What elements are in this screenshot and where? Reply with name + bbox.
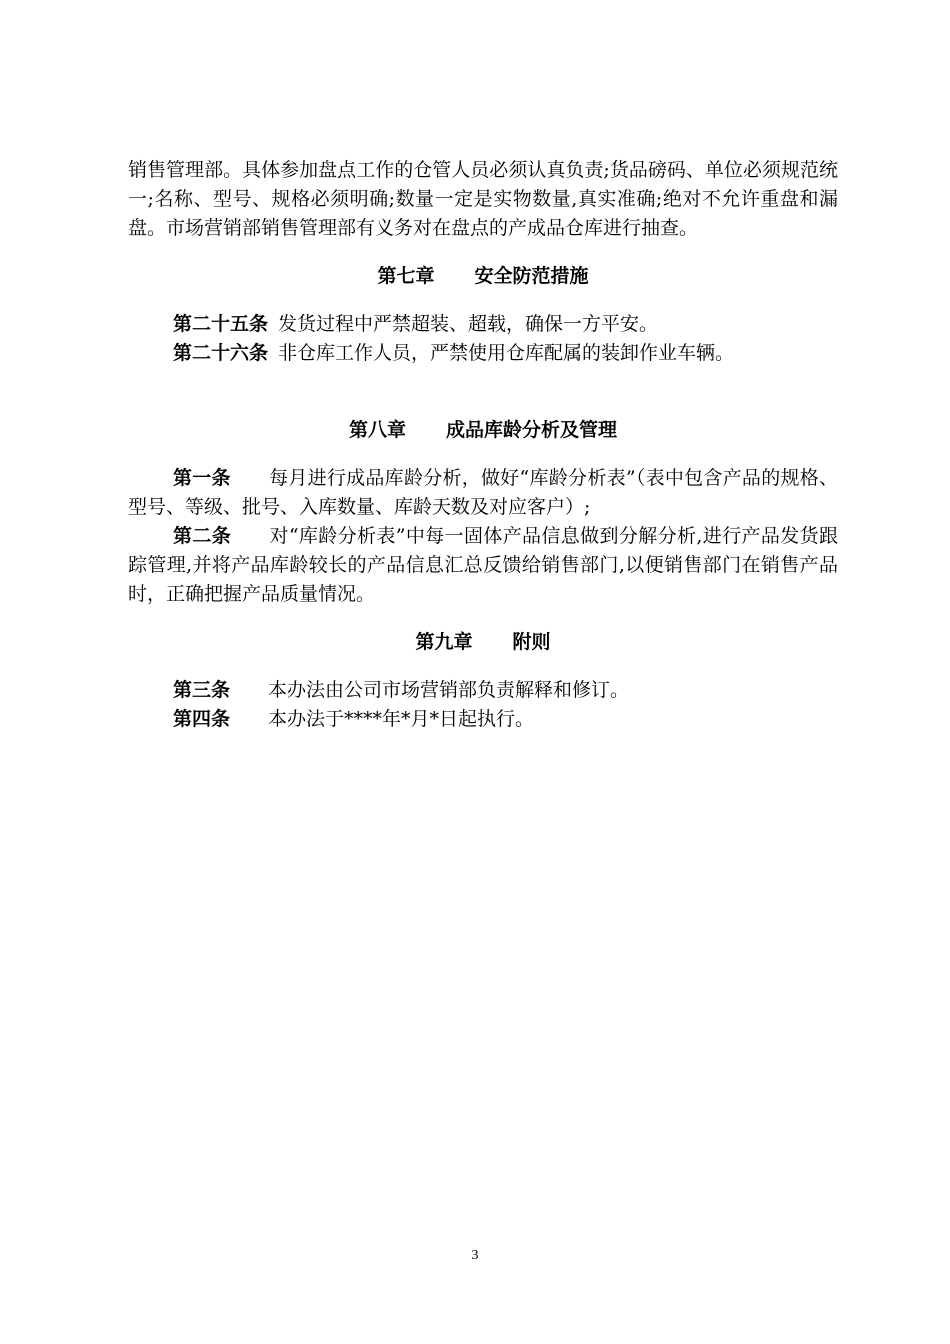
article-25-text: 发货过程中严禁超装、超载，确保一方平安。 xyxy=(278,313,659,335)
article-9-4 xyxy=(128,705,838,734)
article-25 xyxy=(128,310,838,339)
article-26-text: 非仓库工作人员，严禁使用仓库配属的装卸作业车辆。 xyxy=(278,342,735,364)
chapter-9-number: 第九章 xyxy=(415,631,473,653)
chapter-7-number: 第七章 xyxy=(377,265,435,287)
chapter-8-number: 第八章 xyxy=(348,419,406,441)
chapter-7-title: 安全防范措施 xyxy=(474,265,589,287)
document-body xyxy=(128,156,838,734)
article-9-3 xyxy=(128,676,838,705)
page-number: 3 xyxy=(471,1248,479,1263)
article-8-1 xyxy=(128,464,838,522)
article-9-3-label: 第三条 xyxy=(173,679,231,701)
article-25-label: 第二十五条 xyxy=(173,313,269,335)
chapter-8-heading xyxy=(128,416,838,445)
chapter-9-heading xyxy=(128,628,838,657)
article-8-2-text: 对“库龄分析表”中每一固体产品信息做到分解分析,进行产品发货跟踪管理,并将产品库龄较长的产品信息汇总反馈给销售部门,以便销售部门在销售产品时，正确把握产品质量情况。 xyxy=(128,525,838,605)
article-9-3-text: 本办法由公司市场营销部负责解释和修订。 xyxy=(268,679,630,701)
article-26 xyxy=(128,339,838,368)
article-8-1-text: 每月进行成品库龄分析，做好“库龄分析表”（表中包含产品的规格、型号、等级、批号、入库数量、库龄天数及对应客户）; xyxy=(128,467,838,518)
article-8-1-label: 第一条 xyxy=(173,467,231,489)
article-9-4-label: 第四条 xyxy=(173,708,231,730)
intro-paragraph: 销售管理部。具体参加盘点工作的仓管人员必须认真负责;货品磅码、单位必须规范统一;名称、型号、规格必须明确;数量一定是实物数量,真实准确;绝对不允许重盘和漏盘。市场营销部销售管理部有义务对在盘点的产成品仓库进行抽查。 xyxy=(128,159,838,239)
article-8-2 xyxy=(128,522,838,609)
chapter-8-title: 成品库龄分析及管理 xyxy=(446,419,618,441)
article-9-4-text: 本办法于****年*月*日起执行。 xyxy=(268,708,535,730)
chapter-7-heading xyxy=(128,262,838,291)
article-26-label: 第二十六条 xyxy=(173,342,269,364)
article-8-2-label: 第二条 xyxy=(173,525,232,547)
chapter-9-title: 附则 xyxy=(512,631,551,653)
